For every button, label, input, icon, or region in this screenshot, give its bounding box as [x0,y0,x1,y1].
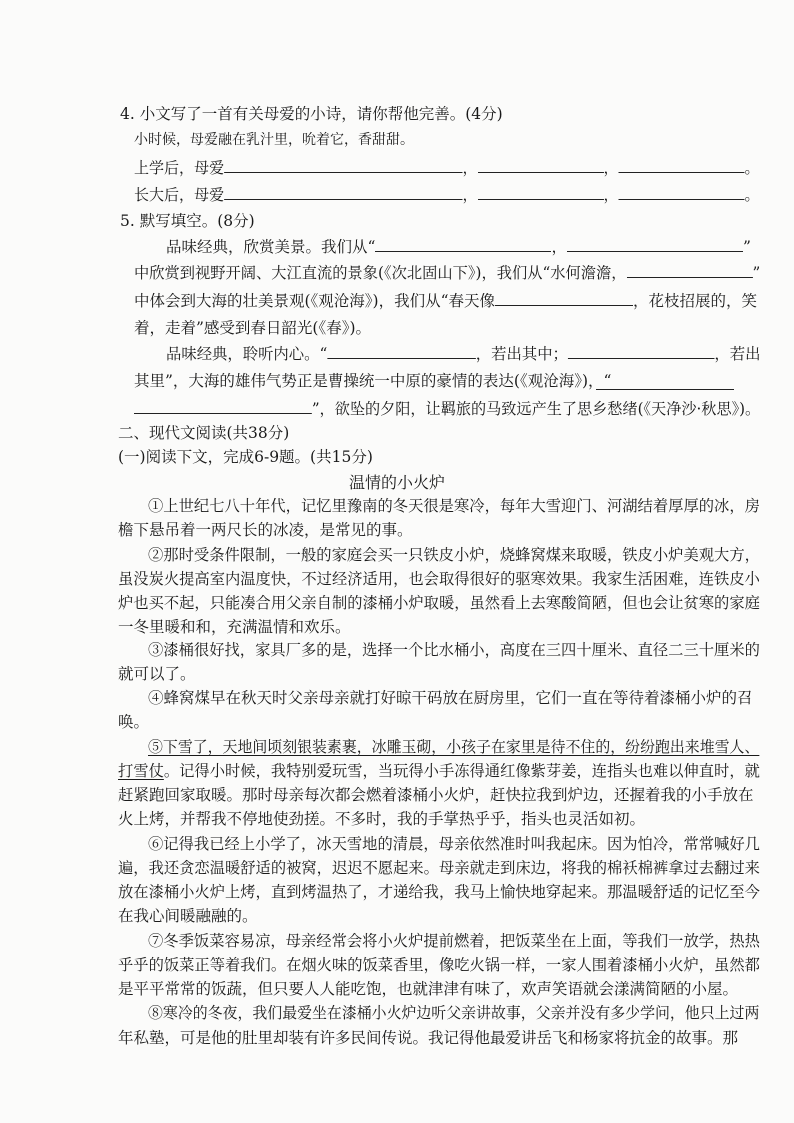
q5-text: ，若出其中； [475,345,568,363]
q5-text: ” [742,238,751,256]
article-p5-line3: 赶紧跑回家取暖。那时母亲每次都会燃着漆桶小火炉，赶快拉我到炉边，还握着我的小手放在 [118,786,754,804]
q5-p2-line1 [166,344,760,364]
q5-p1-line2 [134,263,760,283]
q5-text: ” [752,264,761,282]
article-p7-line2: 乎乎的饭菜正等着我们。在烟火味的饭菜香里，像吃火锅一样，一家人围着漆桶小火炉，虽然都 [118,956,760,974]
q5-p2-line2: 其里”，大海的雄伟气势正是曹操统一中原的豪情的表达(《观沧海》)，“ [134,372,612,390]
q5-blank-6[interactable] [568,344,715,359]
period: 。 [744,186,760,204]
article-p6-line3: 放在漆桶小火炉上烤，直到烤温热了，才递给我，我马上愉快地穿起来。那温暖舒适的记忆至今 [118,883,760,901]
q4-heading: 4. 小文写了一首有关母爱的小诗，请你帮他完善。(4分) [120,105,503,123]
article-title: 温情的小火炉 [348,473,445,492]
underlined-sentence-end: 打雪仗 [118,762,164,780]
comma: ， [603,159,619,177]
article-p7-line3: 是平平常常的饭蔬，但只要人人能吃饱，也就津津有味了，欢声笑语就会漾满简陋的小屋。 [118,980,739,998]
comma: ， [462,186,478,204]
q5-heading: 5. 默写填空。(8分) [120,212,255,230]
article-p2-line2: 虽没炭火提高室内温度快，不过经济适用，也会取得很好的驱寒效果。我家生活困难，连铁皮小 [118,570,760,588]
q5-blank-8[interactable] [134,399,312,414]
q5-text: ， [551,238,567,256]
q5-blank-1[interactable] [375,237,551,252]
period: 。 [744,159,760,177]
article-p6-line1: ⑥记得我已经上小学了，冰天雪地的清晨，母亲依然准时叫我起床。因为怕冷，常常喊好几 [148,835,760,853]
article-p2-line3: 炉也买不起，只能凑合用父亲自制的漆桶小炉取暖，虽然看上去寒酸简陋，但也会让贫寒的家庭 [118,594,760,612]
q4-line2-blank3[interactable] [619,158,745,173]
article-p1-line2: 檐下悬吊着一两尺长的冰凌，是常见的事。 [118,521,413,539]
article-p3-line1: ③漆桶很好找，家具厂多的是，选择一个比水桶小，高度在三四十厘米、直径二三十厘米的 [148,641,760,659]
article-p2-line4: 一冬里暖和和，充满温情和欢乐。 [118,618,351,636]
comma: ， [603,186,619,204]
q5-text: ，若出 [714,345,761,363]
article-p3-line2: 就可以了。 [118,665,196,683]
q5-blank-5[interactable] [327,344,476,359]
q5-p1-line1 [166,237,751,257]
article-p8-line2: 年私塾，可是他的肚里却装有许多民间传说。我记得他最爱讲岳飞和杨家将抗金的故事。那 [118,1029,739,1047]
q5-text: ”，欲坠的夕阳，让羁旅的马致远产生了思乡愁绪(《天净沙·秋思》)。 [311,400,761,418]
article-p4-line1: ④蜂窝煤早在秋天时父亲母亲就打好晾干码放在厨房里，它们一直在等待着漆桶小炉的召 [148,689,753,707]
q5-p1-line3 [134,291,757,311]
q5-p1-line4: 着，走着”感受到春日韶光(《春》)。 [134,319,372,337]
q5-blank-3[interactable] [627,263,753,278]
q4-poem-line2 [134,158,760,178]
q5-blank-4[interactable] [495,291,633,306]
article-p1-line1: ①上世纪七八十年代，记忆里豫南的冬天很是寒冷，每年大雪迎门、河湖结着厚厚的冰，房 [148,497,760,515]
q5-text: 品味经典，欣赏美景。我们从“ [166,238,376,256]
q4-poem-line3 [134,185,760,205]
q4-line3-blank1[interactable] [224,185,462,200]
q4-line2-blank2[interactable] [478,158,604,173]
article-text: 。记得小时候，我特别爱玩雪，当玩得小手冻得通红像紫芽姜，连指头也难以伸直时，就 [163,762,760,780]
article-p6-line4: 在我心间暖融融的。 [118,907,258,925]
q4-line3-blank3[interactable] [619,185,745,200]
q5-text: 中体会到大海的壮美景观(《观沧海》)，我们从“春天像 [134,292,496,310]
underlined-sentence: ⑤下雪了，天地间顷刻银装素裹，冰雕玉砌，小孩子在家里是待不住的，纷纷跑出来堆雪人、 [148,738,760,756]
q5-p2-line3 [134,399,760,419]
q4-line3-prefix: 长大后，母爱 [134,186,225,204]
q5-blank-7[interactable] [596,375,734,390]
q4-line2-blank1[interactable] [224,158,462,173]
section2-heading: 二、现代文阅读(共38分) [118,424,290,442]
q4-line3-blank2[interactable] [478,185,604,200]
article-p7-line1: ⑦冬季饭菜容易凉，母亲经常会将小火炉提前燃着，把饭菜坐在上面，等我们一放学，热热 [148,932,760,950]
article-p8-line1: ⑧寒冷的冬夜，我们最爱坐在漆桶小火炉边听父亲讲故事，父亲并没有多少学问，他只上过两 [148,1004,760,1022]
q4-poem-line1: 小时候，母爱融在乳汁里，吮着它，香甜甜。 [134,132,414,148]
q5-text: 品味经典，聆听内心。“ [166,345,328,363]
article-p5-line1 [148,737,759,757]
section2-sub: (一)阅读下文，完成6-9题。(共15分) [118,448,373,466]
comma: ， [462,159,478,177]
article-p4-line2: 唤。 [118,713,150,731]
article-p6-line2: 遍，我还贪恋温暖舒适的被窝，迟迟不愿起来。母亲就走到床边，将我的棉袄棉裤拿过去翻过来 [118,859,760,877]
q4-line2-prefix: 上学后，母爱 [134,159,225,177]
q5-text: 中欣赏到视野开阔、大江直流的景象(《次北固山下》)，我们从“水何澹澹， [134,264,627,282]
q5-blank-2[interactable] [567,237,743,252]
article-p2-line1: ②那时受条件限制，一般的家庭会买一只铁皮小炉，烧蜂窝煤来取暖，铁皮小炉美观大方， [148,546,760,564]
article-p5-line2 [118,761,760,781]
q5-text: ，花枝招展的，笑 [633,292,758,310]
article-p5-line4: 火上烤，并帮我不停地使劲搓。不多时，我的手掌热乎乎，指头也灵活如初。 [118,810,646,828]
